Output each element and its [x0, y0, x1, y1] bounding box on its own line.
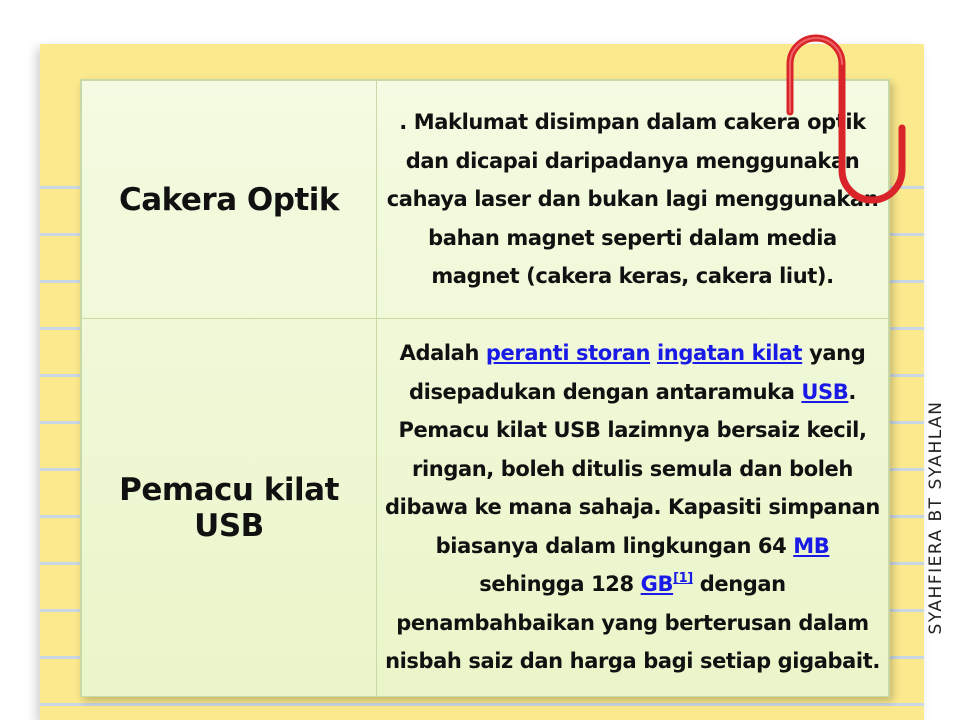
info-table-card [80, 79, 890, 697]
storage-info-table [81, 80, 889, 697]
description-cell: . Maklumat disimpan dalam cakera optik dan dicapai daripadanya menggunakan cahaya laser dan bukan lagi menggunakan bahan magnet seperti dalam media magnet (cakera keras, cakera liut). [377, 81, 889, 319]
table-row [82, 319, 889, 697]
term-cell: Pemacu kilat USB [82, 319, 377, 697]
link-mb[interactable]: MB [793, 533, 830, 558]
description-cell [377, 319, 889, 697]
link-gb[interactable]: GB [640, 572, 674, 597]
desc-text: yang disepadukan dengan antaramuka [409, 341, 866, 404]
desc-text [650, 341, 657, 365]
table-row [82, 81, 889, 319]
link-usb[interactable]: USB [801, 379, 849, 404]
desc-text: dengan penambahbaikan yang berterusan dalam nisbah saiz dan harga bagi setiap gigabait. [385, 572, 880, 674]
link-peranti-storan[interactable]: peranti storan [485, 341, 651, 366]
desc-text: . Pemacu kilat USB lazimnya bersaiz kecil, ringan, boleh ditulis semula dan boleh dibawa ke mana sahaja. Kapasiti simpanan biasanya dalam lingkungan 64 [385, 379, 880, 558]
desc-text: Adalah [399, 341, 486, 366]
link-ingatan-kilat[interactable]: ingatan kilat [657, 341, 803, 366]
author-name-vertical: SYAHFIERA BT SYAHLAN [926, 400, 946, 635]
desc-text: sehingga 128 [479, 572, 641, 597]
term-cell: Cakera Optik [82, 81, 377, 319]
reference-link[interactable]: [1] [673, 571, 693, 587]
